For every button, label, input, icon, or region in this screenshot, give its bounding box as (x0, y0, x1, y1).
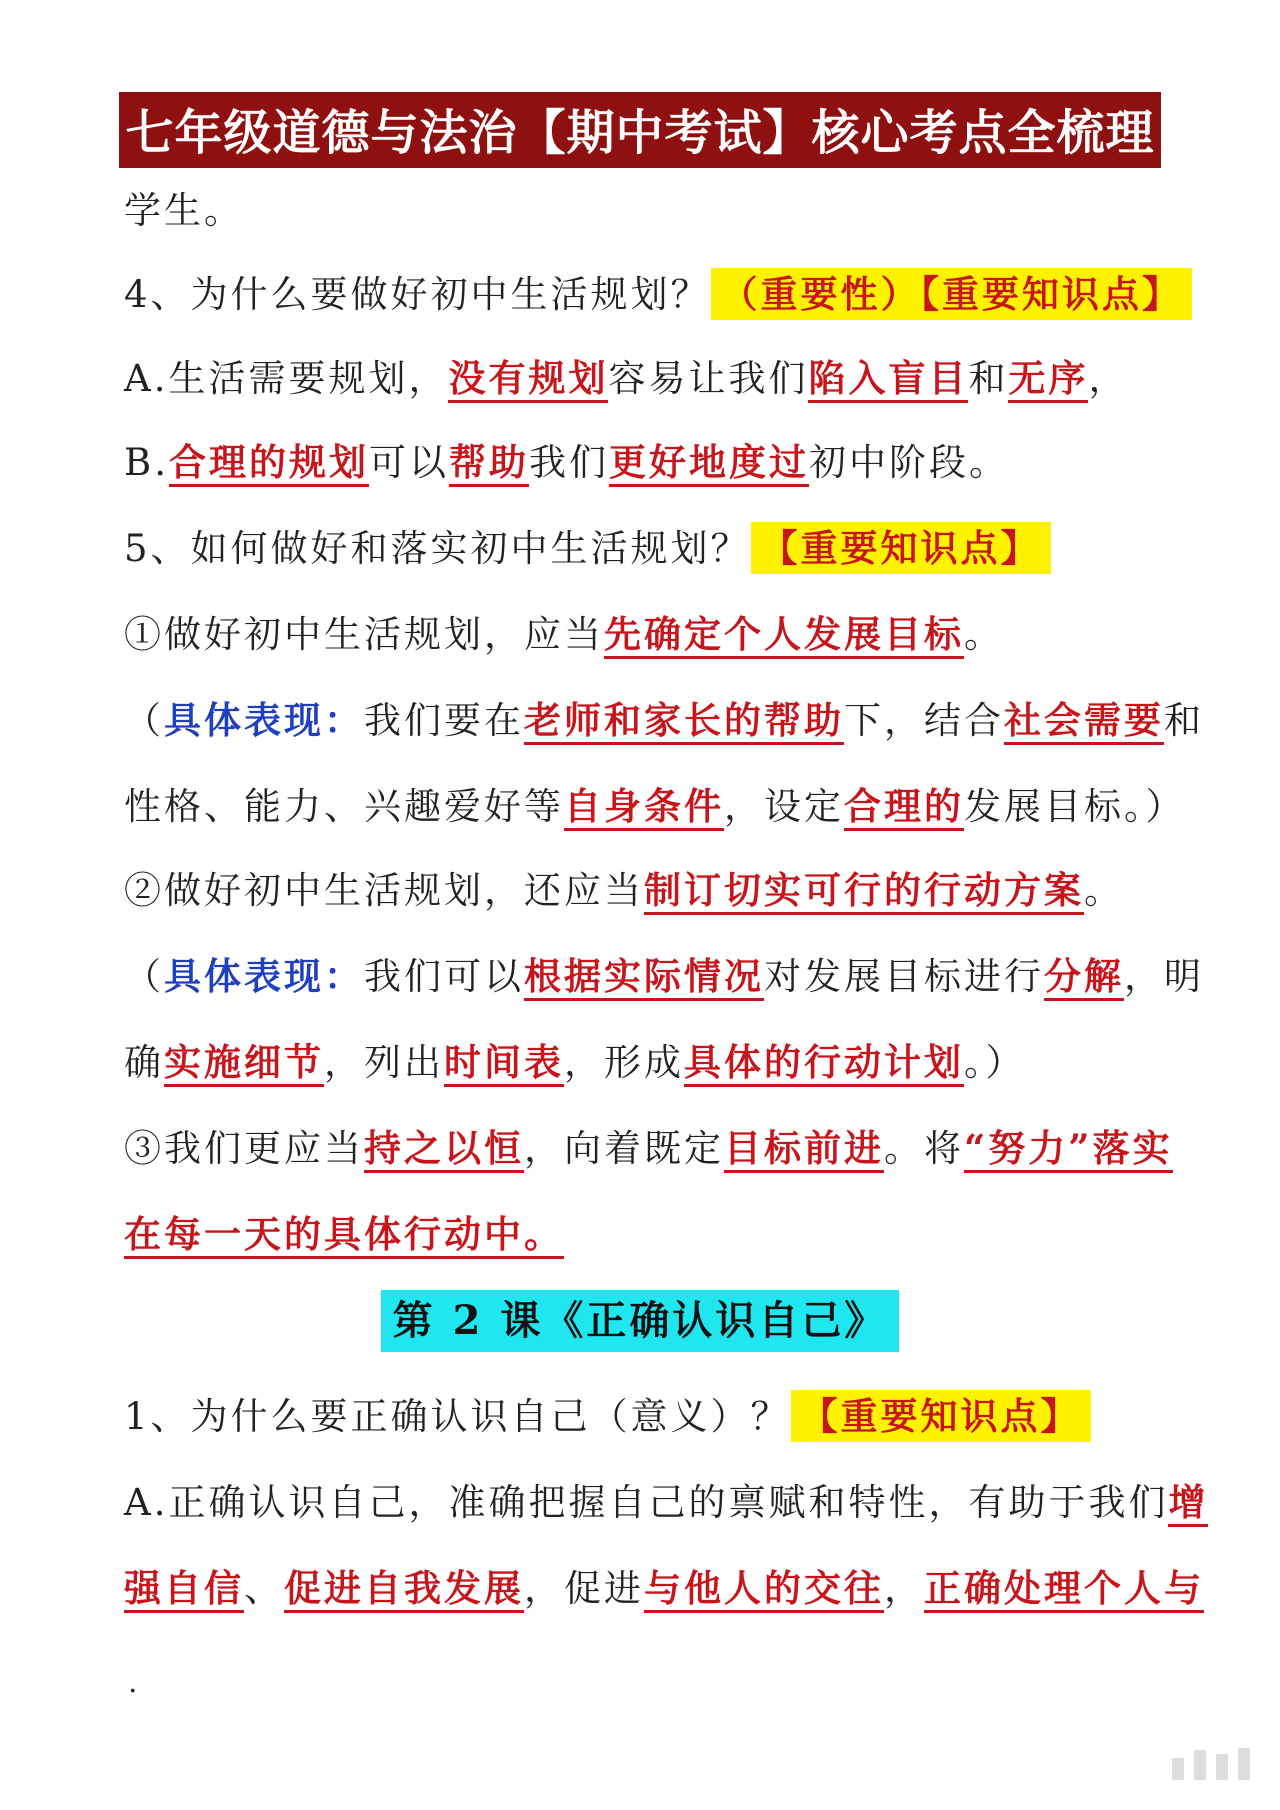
answer-line (124, 864, 1184, 917)
text: （ (124, 955, 164, 998)
text: 我们 (528, 441, 609, 484)
key-point-tag: （重要性）【重要知识点】 (711, 268, 1193, 320)
text: 我们要在 (364, 699, 524, 742)
text: （ (124, 699, 164, 742)
keyword: 社会需要 (1004, 698, 1164, 745)
key-point-tag: 【重要知识点】 (751, 522, 1051, 574)
question-5 (124, 522, 1184, 575)
page-title: 七年级道德与法治【期中考试】核心考点全梳理 (119, 92, 1160, 168)
keyword: 实施细节 (164, 1040, 324, 1087)
keyword: “努力”落实 (964, 1126, 1173, 1173)
keyword: 陷入盲目 (808, 356, 968, 403)
watermark-icon (1172, 1748, 1250, 1780)
text: 。 (964, 613, 1004, 656)
keyword: 更好地度过 (609, 440, 809, 487)
text: A.正确认识自己，准确把握自己的禀赋和特性，有助于我们 (124, 1481, 1169, 1524)
keyword: 根据实际情况 (524, 954, 764, 1001)
text: 。） (964, 1041, 1026, 1084)
answer-line (124, 436, 1184, 489)
key-point-tag: 【重要知识点】 (791, 1390, 1091, 1442)
text: A.生活需要规划， (124, 357, 449, 400)
detail-line (124, 780, 1184, 833)
text: ， (884, 1567, 924, 1610)
keyword: 合理的规划 (169, 440, 369, 487)
detail-label: 具体表现： (164, 954, 364, 998)
keyword: 没有规划 (448, 356, 608, 403)
question-text: 1、为什么要正确认识自己（意义）？ (124, 1395, 791, 1438)
text: ③我们更应当 (124, 1127, 364, 1170)
keyword: 合理的 (844, 784, 964, 831)
keyword: 无序 (1008, 356, 1088, 403)
text: 确 (124, 1041, 164, 1084)
keyword: 时间表 (444, 1040, 564, 1087)
question-4 (124, 268, 1184, 321)
text: 、 (244, 1567, 284, 1610)
detail-line (124, 950, 1204, 1003)
keyword: 增 (1168, 1480, 1208, 1527)
keyword: 分解 (1044, 954, 1124, 1001)
text-line (124, 185, 1184, 237)
answer-line (124, 608, 1184, 661)
text: ，设定 (724, 785, 844, 828)
text: ①做好初中生活规划，应当 (124, 613, 604, 656)
text: 初中阶段。 (808, 441, 1009, 484)
text: 学生。 (124, 189, 244, 232)
text: 容易让我们 (608, 357, 809, 400)
text: 。 (1084, 869, 1124, 912)
text: 性格、能力、兴趣爱好等 (124, 785, 564, 828)
keyword: 在每一天的具体行动中。 (124, 1212, 564, 1259)
question-text: 4、为什么要做好初中生活规划？ (124, 273, 711, 316)
text: ，列出 (324, 1041, 444, 1084)
answer-line (124, 1122, 1184, 1175)
keyword: 帮助 (449, 440, 529, 487)
text: 和 (1164, 699, 1204, 742)
answer-line (124, 1208, 1184, 1261)
text: ，向着既定 (524, 1127, 724, 1170)
detail-label: 具体表现： (164, 698, 364, 742)
text: ②做好初中生活规划，还应当 (124, 869, 644, 912)
keyword: 强自信 (124, 1566, 244, 1613)
detail-line (124, 1036, 1184, 1089)
text: 下，结合 (844, 699, 1004, 742)
text: 对发展目标进行 (764, 955, 1044, 998)
keyword: 促进自我发展 (284, 1566, 524, 1613)
detail-line (124, 694, 1204, 747)
text: ，形成 (564, 1041, 684, 1084)
keyword: 正确处理个人与 (924, 1566, 1204, 1613)
keyword: 老师和家长的帮助 (524, 698, 844, 745)
question-1 (124, 1390, 1184, 1443)
keyword: 先确定个人发展目标 (604, 612, 964, 659)
text: B. (124, 441, 169, 484)
keyword: 具体的行动计划 (684, 1040, 964, 1087)
answer-line (124, 1476, 1209, 1529)
answer-line (124, 352, 1184, 405)
keyword: 自身条件 (564, 784, 724, 831)
question-text: 5、如何做好和落实初中生活规划？ (124, 527, 751, 570)
text: 我们可以 (364, 955, 524, 998)
text: ， (1088, 357, 1129, 400)
keyword: 目标前进 (724, 1126, 884, 1173)
text: 和 (968, 357, 1009, 400)
text: ，明 (1124, 955, 1204, 998)
lesson-heading: 第 2 课《正确认识自己》 (381, 1290, 900, 1352)
text: 可以 (368, 441, 449, 484)
keyword: 持之以恒 (364, 1126, 524, 1173)
trailing-dot: . (128, 1665, 138, 1700)
answer-line (124, 1562, 1204, 1615)
text: ，促进 (524, 1567, 644, 1610)
text: 发展目标。） (964, 785, 1186, 828)
keyword: 与他人的交往 (644, 1566, 884, 1613)
text: 。将 (884, 1127, 964, 1170)
keyword: 制订切实可行的行动方案 (644, 868, 1084, 915)
